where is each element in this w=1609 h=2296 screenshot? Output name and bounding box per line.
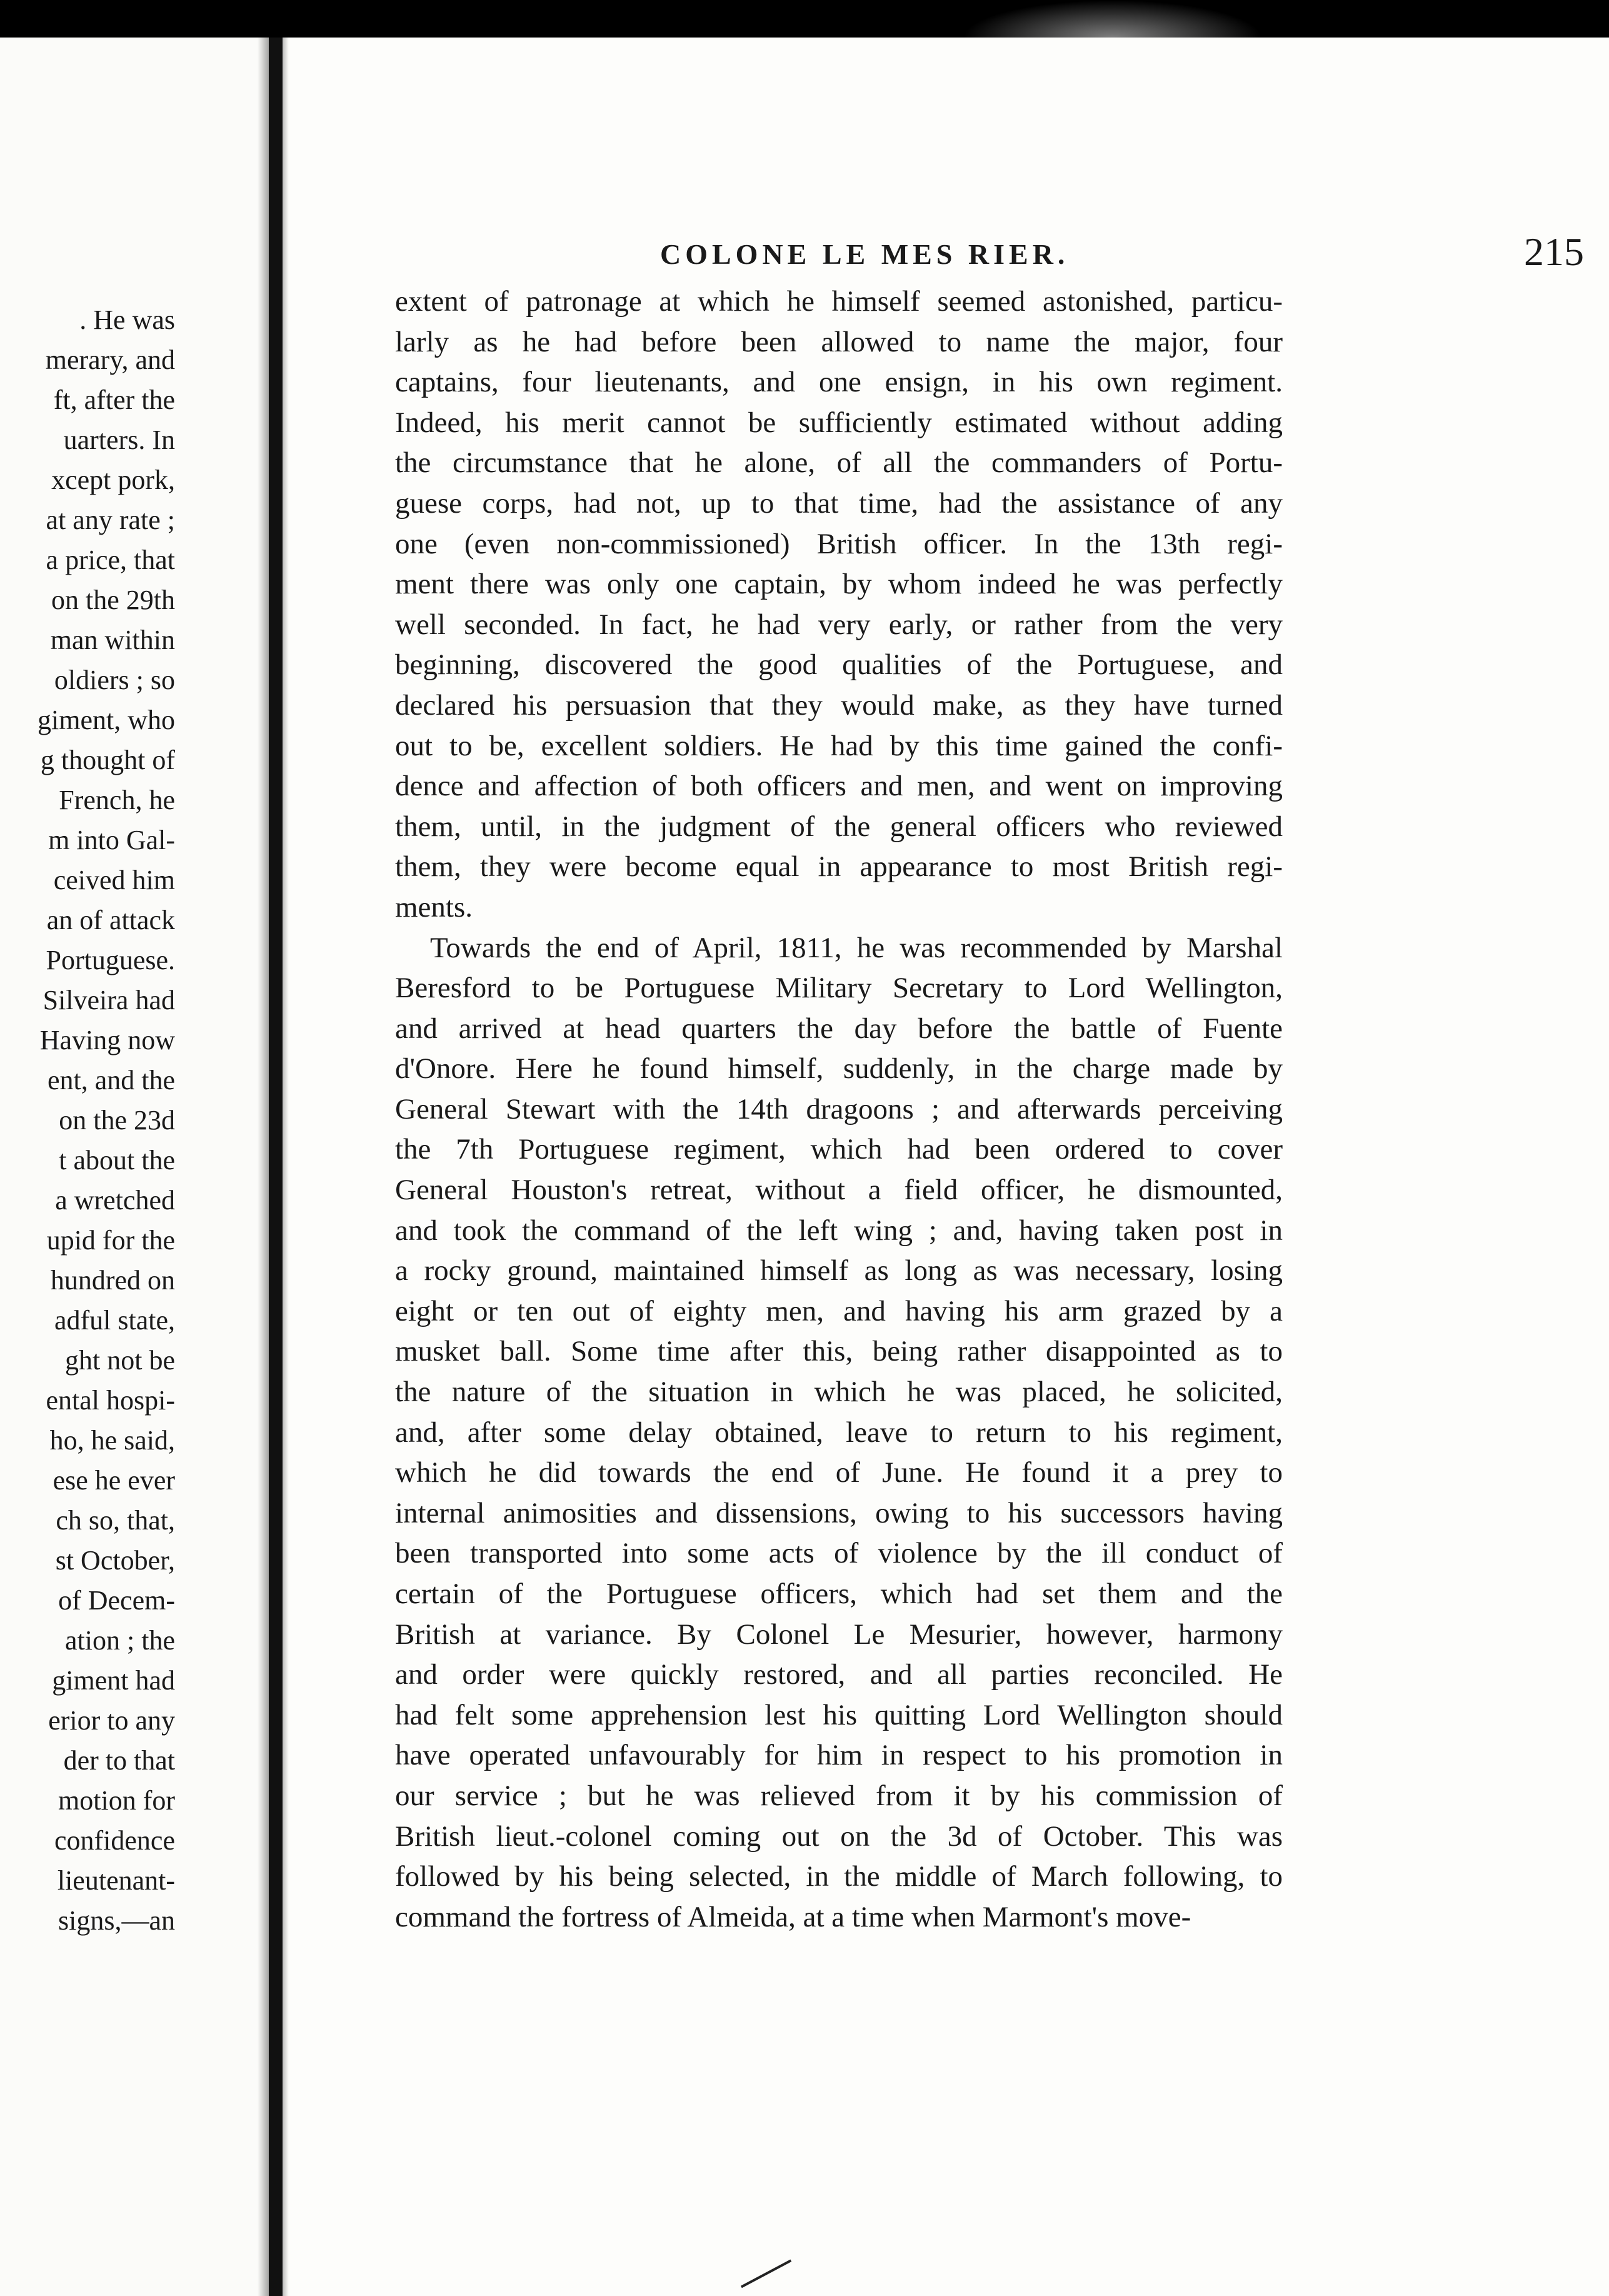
- left-page-line: ent, and the: [47, 1065, 175, 1095]
- text-line: Beresford to be Portuguese Military Secretary to Lord Wellington,: [395, 972, 1283, 1005]
- left-page-line: Portuguese.: [46, 945, 175, 975]
- text-line: Indeed, his merit cannot be sufficiently estimated without adding: [395, 406, 1283, 439]
- text-line: larly as he had before been allowed to name the major, four: [395, 325, 1283, 358]
- text-line: certain of the Portuguese officers, which had set them and the: [395, 1578, 1283, 1610]
- left-page-line: ft, after the: [53, 385, 175, 415]
- text-line: declared his persuasion that they would make, as they have turned: [395, 688, 1283, 722]
- left-page-line: ght not be: [65, 1345, 175, 1376]
- left-page-line: m into Gal-: [48, 825, 175, 855]
- text-line: our service ; but he was relieved from it by his commission of: [395, 1779, 1283, 1812]
- left-page-line: ceived him: [53, 865, 175, 895]
- page-edge-shadow: [283, 38, 289, 2296]
- left-page-line: signs,—an: [58, 1905, 175, 1936]
- text-line: them, they were become equal in appearance to most British regi-: [395, 850, 1283, 884]
- left-page: [0, 38, 269, 2296]
- text-line: musket ball. Some time after this, being rather disappointed as to: [395, 1335, 1283, 1368]
- text-line: dence and affection of both officers and men, and went on improving: [395, 770, 1283, 803]
- left-page-line: a price, that: [46, 545, 175, 575]
- left-page-line: upid for the: [46, 1225, 175, 1256]
- left-page-line: xcept pork,: [51, 465, 175, 495]
- text-line: had felt some apprehension lest his quitting Lord Wellington should: [395, 1698, 1283, 1731]
- text-line: and arrived at head quarters the day before the battle of Fuente: [395, 1012, 1283, 1045]
- text-line: been transported into some acts of violence by the ill conduct of: [395, 1537, 1283, 1570]
- text-line: d'Onore. Here he found himself, suddenly, in the charge made by: [395, 1052, 1283, 1085]
- left-page-line: lieutenant-: [57, 1865, 175, 1896]
- pencil-mark: [741, 2259, 803, 2296]
- left-page-line: uarters. In: [63, 425, 175, 455]
- left-page-line: merary, and: [45, 345, 175, 375]
- left-page-line: on the 29th: [51, 585, 175, 615]
- text-line: the circumstance that he alone, of all the commanders of Portu-: [395, 446, 1283, 480]
- left-page-line: ch so, that,: [56, 1505, 175, 1536]
- left-page-line: giment, who: [38, 705, 175, 735]
- left-page-line: an of attack: [46, 905, 175, 935]
- left-page-line: motion for: [58, 1785, 175, 1816]
- text-line: have operated unfavourably for him in respect to his promotion in: [395, 1739, 1283, 1772]
- left-page-line: a wretched: [55, 1185, 175, 1216]
- text-line: eight or ten out of eighty men, and having his arm grazed by a: [395, 1294, 1283, 1327]
- running-head: COLONE LE MES RIER.: [660, 238, 1070, 270]
- left-page-line: on the 23d: [59, 1105, 175, 1135]
- text-line: which he did towards the end of June. He found it a prey to: [395, 1456, 1283, 1489]
- text-line: British at variance. By Colonel Le Mesurier, however, harmony: [395, 1618, 1283, 1651]
- right-page: [283, 38, 1609, 2296]
- text-line: beginning, discovered the good qualities of the Portuguese, and: [395, 648, 1283, 682]
- text-line: command the fortress of Almeida, at a time when Marmont's move-: [395, 1900, 1191, 1933]
- left-page-line: confidence: [54, 1825, 175, 1856]
- paragraph-1: [395, 281, 1283, 928]
- book-gutter: [269, 38, 283, 2296]
- paragraph-2: [395, 928, 1283, 1938]
- left-page-line: st October,: [55, 1545, 175, 1576]
- text-line: out to be, excellent soldiers. He had by this time gained the confi-: [395, 729, 1283, 762]
- text-line: followed by his being selected, in the middle of March following, to: [395, 1860, 1283, 1893]
- left-page-line: oldiers ; so: [54, 665, 175, 695]
- left-page-line: g thought of: [40, 745, 175, 775]
- left-page-line: French, he: [59, 785, 175, 815]
- left-page-line: ental hospi-: [46, 1385, 175, 1416]
- left-page-line: erior to any: [48, 1705, 175, 1736]
- text-line: extent of patronage at which he himself seemed astonished, particu-: [395, 285, 1283, 318]
- left-page-line: ho, he said,: [49, 1425, 175, 1456]
- page-number: 215: [1524, 229, 1584, 274]
- left-page-line: t about the: [59, 1145, 175, 1176]
- left-page-line: man within: [50, 625, 175, 655]
- text-line: ment there was only one captain, by whom indeed he was perfectly: [395, 568, 1283, 601]
- text-line: and took the command of the left wing ; and, having taken post in: [395, 1214, 1283, 1247]
- gutter-shadow: [258, 38, 269, 2296]
- text-line: the nature of the situation in which he was placed, he solicited,: [395, 1376, 1283, 1409]
- text-line: ments.: [395, 890, 473, 924]
- left-page-line: adful state,: [54, 1305, 175, 1336]
- text-line: Towards the end of April, 1811, he was recommended by Marshal: [430, 931, 1283, 964]
- text-line: guese corps, had not, up to that time, had the assistance of any: [395, 486, 1283, 520]
- text-line: and order were quickly restored, and all parties reconciled. He: [395, 1658, 1283, 1691]
- text-line: them, until, in the judgment of the general officers who reviewed: [395, 810, 1283, 843]
- text-line: British lieut.-colonel coming out on the 3d of October. This was: [395, 1820, 1283, 1853]
- left-page-text: [0, 300, 175, 1941]
- body-text: [395, 281, 1283, 1937]
- text-line: and, after some delay obtained, leave to return to his regiment,: [395, 1416, 1283, 1449]
- text-line: a rocky ground, maintained himself as long as was necessary, losing: [395, 1254, 1283, 1287]
- text-line: captains, four lieutenants, and one ensign, in his own regiment.: [395, 366, 1283, 399]
- left-page-line: ation ; the: [65, 1625, 175, 1656]
- text-line: well seconded. In fact, he had very early, or rather from the very: [395, 608, 1283, 641]
- left-page-line: hundred on: [50, 1265, 175, 1296]
- text-line: General Houston's retreat, without a field officer, he dismounted,: [395, 1174, 1283, 1207]
- text-line: internal animosities and dissensions, owing to his successors having: [395, 1496, 1283, 1529]
- left-page-line: Having now: [39, 1025, 175, 1055]
- left-page-line: Silveira had: [43, 985, 175, 1015]
- left-page-line: der to that: [63, 1745, 175, 1776]
- left-page-line: giment had: [52, 1665, 175, 1696]
- left-page-line: at any rate ;: [46, 505, 175, 535]
- left-page-line: ese he ever: [53, 1465, 175, 1496]
- text-line: General Stewart with the 14th dragoons ; and afterwards perceiving: [395, 1092, 1283, 1125]
- text-line: the 7th Portuguese regiment, which had been ordered to cover: [395, 1133, 1283, 1166]
- left-page-line: of Decem-: [58, 1585, 175, 1616]
- text-line: one (even non-commissioned) British officer. In the 13th regi-: [395, 527, 1283, 560]
- left-page-line: . He was: [79, 305, 175, 335]
